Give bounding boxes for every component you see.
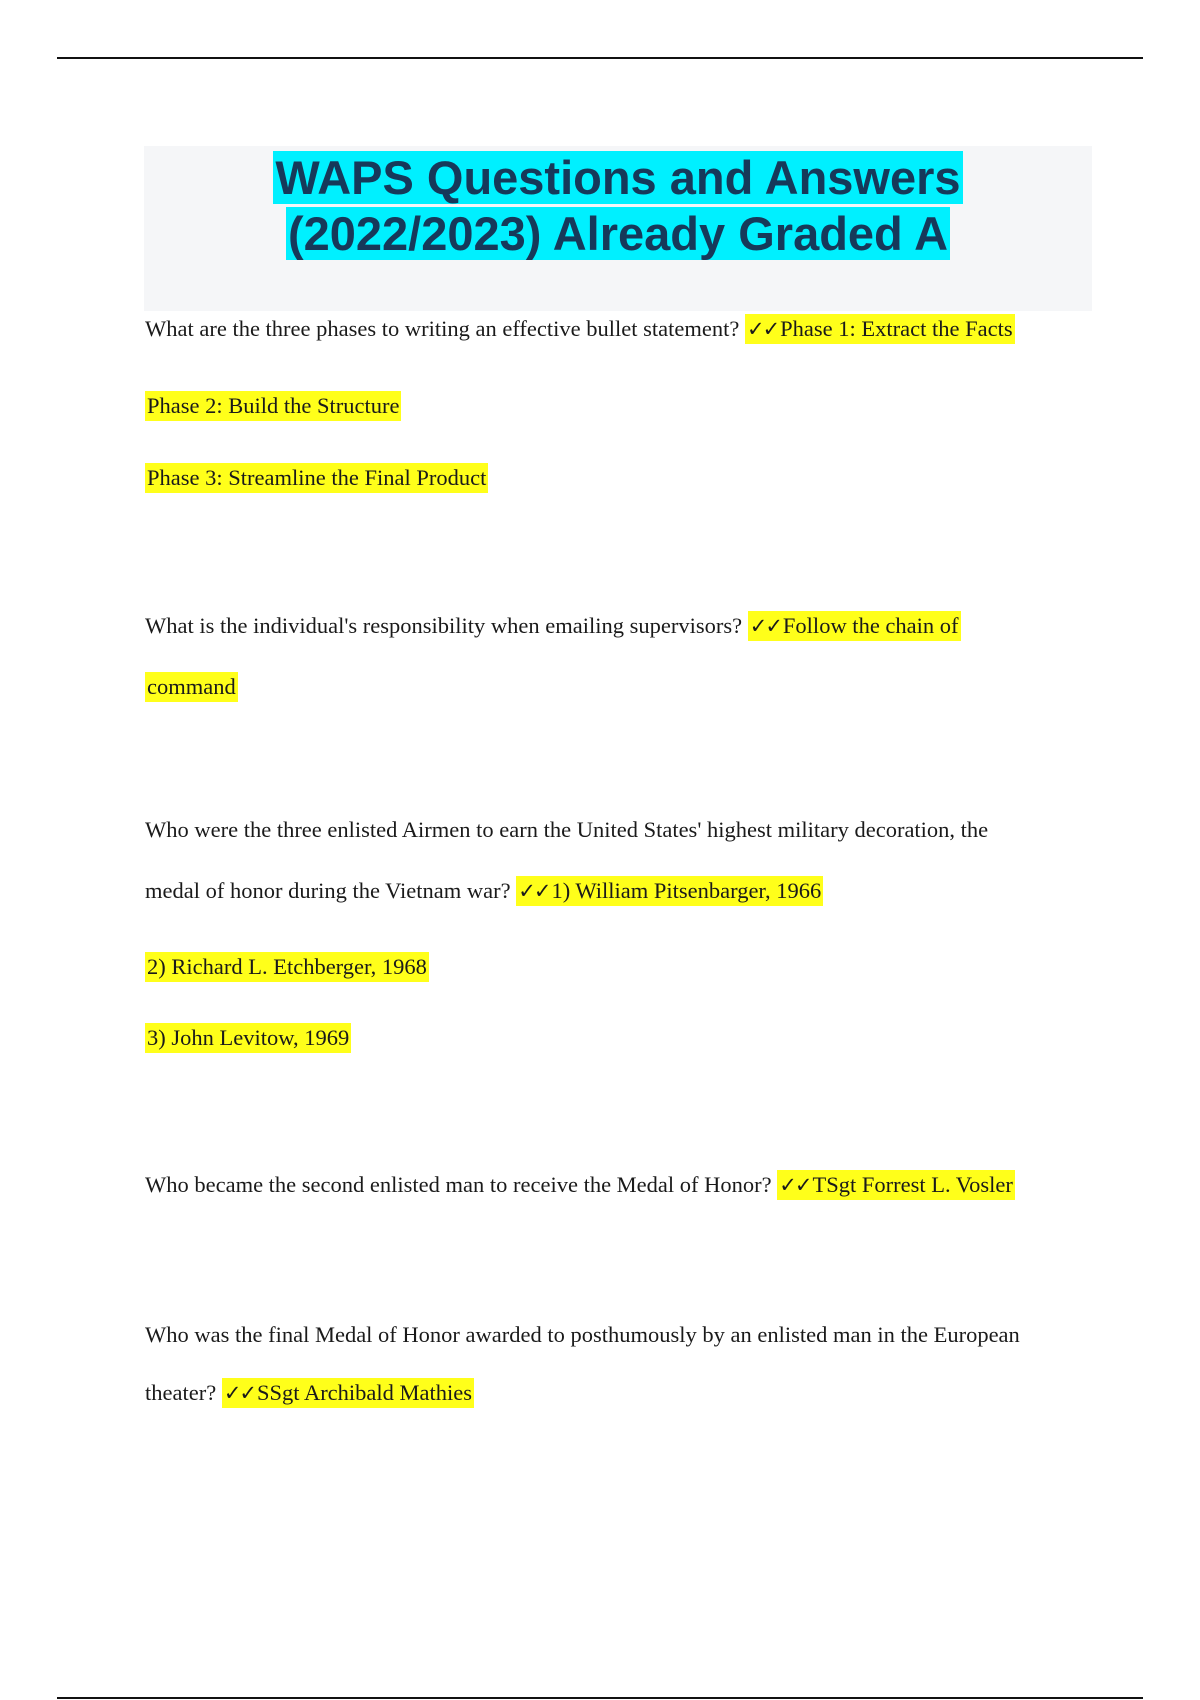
question-text: Who were the three enlisted Airmen to earn the United States' highest military decoration, the [145,817,989,842]
qa-1-answer-line-3 [145,463,488,493]
question-text: Who became the second enlisted man to receive the Medal of Honor? [145,1172,772,1197]
qa-3-question-line-1 [145,815,988,845]
double-check-icon: ✓✓ [779,1173,811,1197]
double-check-icon: ✓✓ [746,317,779,341]
double-check-icon: ✓✓ [749,614,781,638]
qa-2-question-line [145,611,961,641]
bottom-rule [57,1697,1143,1699]
top-rule [57,57,1143,59]
answer-text: Phase 3: Streamline the Final Product [145,463,488,493]
double-check-icon: ✓✓ [518,879,550,903]
answer-text: 1) William Pitsenbarger, 1966 [551,878,822,903]
qa-3-answer-line-3 [145,1023,351,1053]
answer-text: 3) John Levitow, 1969 [145,1023,351,1053]
qa-3-question-line-2 [145,876,823,906]
question-text: Who was the final Medal of Honor awarded to posthumously by an enlisted man in the European [145,1322,1020,1347]
qa-4-question-line [145,1170,1015,1200]
question-text: medal of honor during the Vietnam war? [145,878,511,903]
document-title-line-1: WAPS Questions and Answers [275,151,961,204]
answer-highlight [777,1170,1015,1200]
answer-text: command [145,672,238,702]
answer-text: SSgt Archibald Mathies [257,1380,473,1405]
answer-text: Follow the chain of [782,613,959,638]
question-text: What is the individual's responsibility when emailing supervisors? [145,613,743,638]
question-text: theater? [145,1380,217,1405]
answer-highlight [748,611,961,641]
document-title-line-2: (2022/2023) Already Graded A [287,207,949,260]
answer-text: Phase 2: Build the Structure [145,391,401,421]
answer-highlight [222,1378,474,1408]
answer-highlight [516,876,823,906]
qa-2-answer-line-2 [145,672,238,702]
answer-text: 2) Richard L. Etchberger, 1968 [145,952,429,982]
qa-5-question-line-1 [145,1320,1020,1350]
qa-1-question-line [145,314,1015,344]
qa-5-question-line-2 [145,1378,474,1408]
question-text: What are the three phases to writing an effective bullet statement? [145,316,740,341]
document-title-block [144,146,1092,311]
qa-3-answer-line-2 [145,952,429,982]
answer-text: Phase 1: Extract the Facts [780,316,1013,341]
answer-highlight [745,314,1015,344]
answer-text: TSgt Forrest L. Vosler [812,1172,1013,1197]
double-check-icon: ✓✓ [223,1381,256,1405]
qa-1-answer-line-2 [145,391,401,421]
